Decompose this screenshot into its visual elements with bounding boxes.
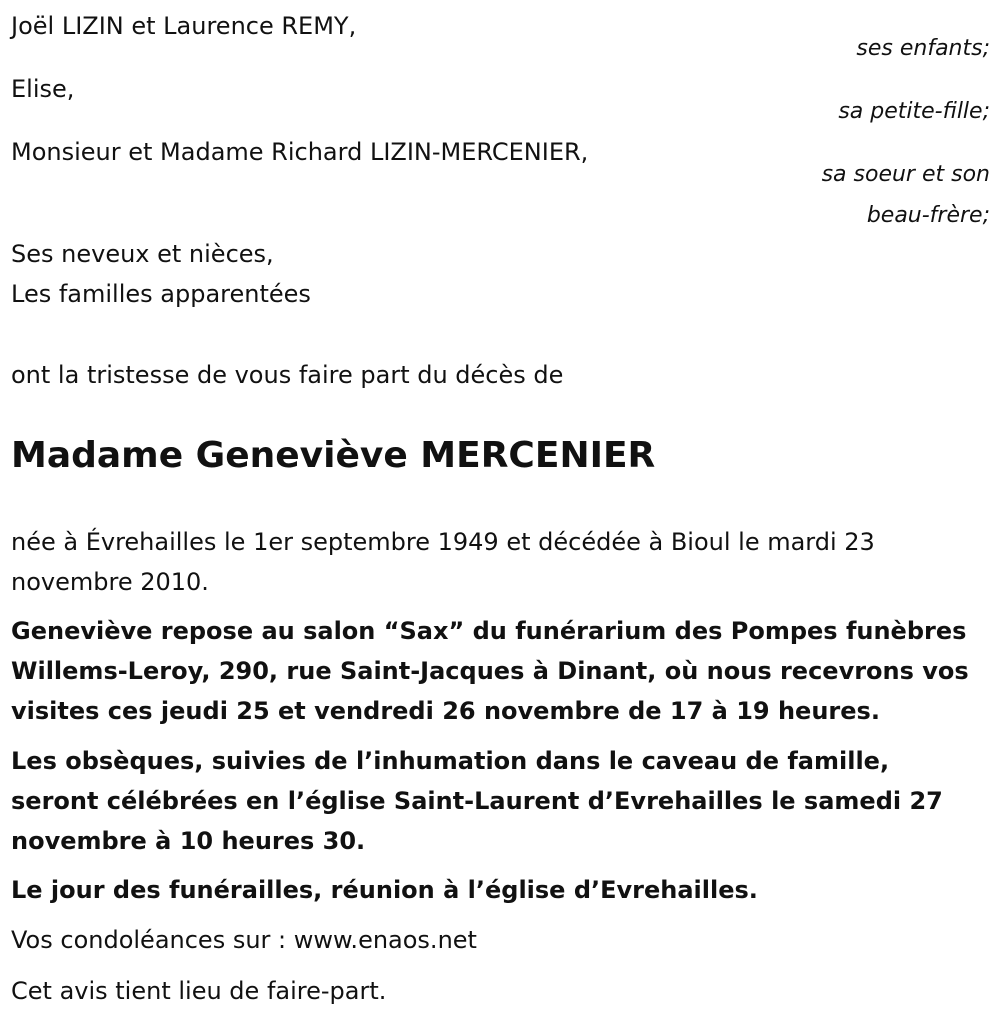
sibling-names: Monsieur et Madame Richard LIZIN-MERCENIER, [11,138,589,166]
nephews-line: Ses neveux et nièces, [11,240,274,268]
children-relation: ses enfants; [856,36,990,61]
meeting-text: Le jour des funérailles, réunion à l’église d’Evrehailles. [11,876,758,904]
funeral-text: Les obsèques, suivies de l’inhumation dans le caveau de famille, seront célébrées en l’église Saint-Laurent d’Evrehailles le samedi 27 novembre à 10 heures 30. [11,747,943,855]
granddaughter-name: Elise, [11,75,75,103]
announcement-text: ont la tristesse de vous faire part du décès de [11,361,564,389]
condolences-text: Vos condoléances sur : www.enaos.net [11,926,477,954]
sibling-relation-line2: beau-frère; [866,203,990,228]
deceased-name: Madame Geneviève MERCENIER [11,435,656,476]
relatives-line: Les familles apparentées [11,280,311,308]
children-names: Joël LIZIN et Laurence REMY, [11,12,357,40]
birth-death-text: née à Évrehailles le 1er septembre 1949 et décédée à Bioul le mardi 23 novembre 2010. [11,528,875,596]
visitation-text: Geneviève repose au salon “Sax” du funérarium des Pompes funèbres Willems-Leroy, 290, rue Saint-Jacques à Dinant, où nous recevrons vos visites ces jeudi 25 et vendredi 26 novembre de 17 à 19 heures. [11,617,969,725]
granddaughter-relation: sa petite-fille; [838,99,990,124]
notice-text: Cet avis tient lieu de faire-part. [11,977,387,1005]
sibling-relation-line1: sa soeur et son [821,162,990,187]
